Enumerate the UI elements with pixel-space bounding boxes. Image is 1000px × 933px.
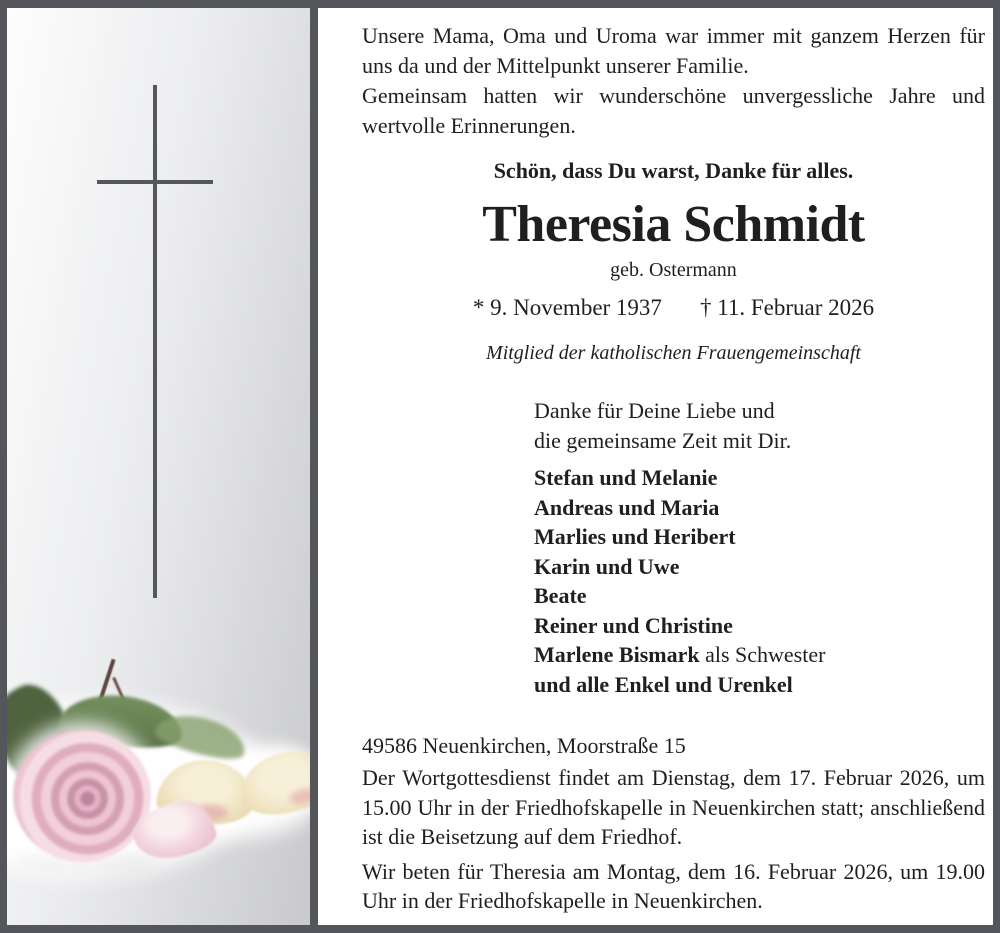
thanks-line-1: Danke für Deine Liebe und — [534, 398, 775, 423]
thanks-lines — [534, 396, 985, 456]
frame-left — [0, 0, 7, 933]
death-date: † 11. Februar 2026 — [699, 295, 875, 320]
rose-photo — [7, 650, 310, 925]
mourner-sister-relation: als Schwester — [699, 642, 826, 667]
rose-flower — [13, 730, 151, 862]
mourners-block — [534, 396, 985, 699]
mourner-name: Marlies und Heribert — [534, 524, 736, 549]
memorial-photo-panel — [7, 8, 310, 925]
mourner-sister-line — [534, 640, 985, 670]
service-info: Der Wortgottesdienst findet am Dienstag, dem 17. Februar 2026, um 15.00 Uhr in der Friedhofskapelle in Neuenkirchen statt; anschließend ist die Beisetzung auf dem Friedhof. — [362, 765, 985, 849]
mourner-name: Reiner und Christine — [534, 612, 733, 638]
mourner-name: Stefan und Melanie — [534, 465, 718, 490]
birth-date: * 9. November 1937 — [472, 295, 662, 320]
prayer-info: Wir beten für Theresia am Montag, dem 16. Februar 2026, um 19.00 Uhr in der Friedhofskapelle in Neuenkirchen. — [362, 858, 985, 913]
mourner-name: Beate — [534, 583, 587, 608]
frame-bottom — [0, 925, 1000, 933]
cross-icon — [153, 85, 157, 598]
mourners-list — [534, 463, 985, 640]
frame-right — [993, 0, 1000, 933]
deceased-name: Theresia Schmidt — [482, 196, 865, 253]
cross-icon-horizontal-bar — [97, 180, 213, 184]
mourner-name: Andreas und Maria — [534, 494, 720, 520]
intro-sentence-1: Unsere Mama, Oma und Uroma war immer mit ganzem Herzen für uns da und der Mittelpunkt unserer Familie. — [362, 23, 985, 78]
frame-top — [0, 0, 1000, 8]
thanks-line-2: die gemeinsame Zeit mit Dir. — [534, 428, 792, 453]
mourner-name: Karin und Uwe — [534, 553, 680, 579]
maiden-name: geb. Ostermann — [610, 259, 737, 281]
motto-line: Schön, dass Du warst, Danke für alles. — [493, 158, 854, 183]
mourner-sister-name: Marlene Bismark — [534, 642, 700, 667]
mourners-last-line: und alle Enkel und Urenkel — [534, 671, 793, 697]
panel-divider — [310, 0, 318, 933]
notice-text-column — [318, 8, 993, 925]
address-line: 49586 Neuenkirchen, Moorstraße 15 — [362, 733, 686, 758]
membership-line: Mitglied der katholischen Frauengemeinschaft — [486, 342, 861, 364]
life-dates — [362, 293, 985, 323]
intro-sentence-2: Gemeinsam hatten wir wunderschöne unvergessliche Jahre und wertvolle Erinnerungen. — [362, 83, 985, 138]
